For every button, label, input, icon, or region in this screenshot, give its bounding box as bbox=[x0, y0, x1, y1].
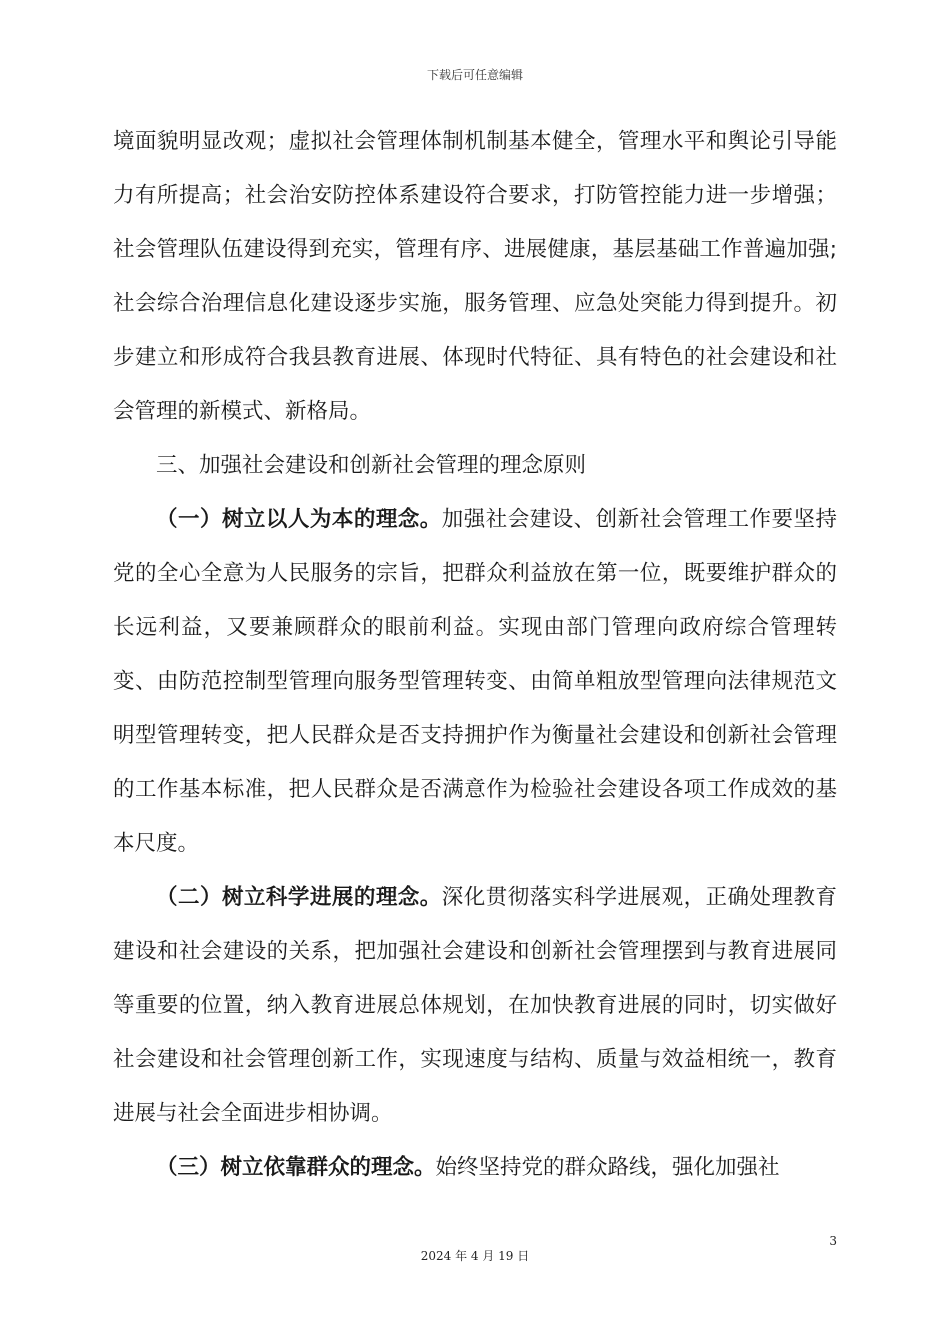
subheading-people-oriented: （一）树立以人为本的理念。 bbox=[156, 507, 442, 532]
paragraph-people-oriented-text: 加强社会建设、创新社会管理工作要坚持党的全心全意为人民服务的宗旨，把群众利益放在第一位，既要维护群众的长远利益，又要兼顾群众的眼前利益。实现由部门管理向政府综合管理转变、由防范控制型管理向服务型管理转变、由简单粗放型管理向法律规范文明型管理转变，把人民群众是否支持拥护作为衡量社会建设和创新社会管理的工作基本标准，把人民群众是否满意作为检验社会建设各项工作成效的基本尺度。 bbox=[113, 507, 837, 856]
subheading-rely-on-masses: （三）树立依靠群众的理念。 bbox=[156, 1155, 436, 1180]
page-number: 3 bbox=[829, 1234, 837, 1248]
subheading-scientific-development: （二）树立科学进展的理念。 bbox=[156, 885, 442, 910]
paragraph-goals-continued: 境面貌明显改观；虚拟社会管理体制机制基本健全，管理水平和舆论引导能力有所提高；社会治安防控体系建设符合要求，打防管控能力进一步增强；社会管理队伍建设得到充实，管理有序、进展健康，基层基础工作普遍加强;社会综合治理信息化建设逐步实施，服务管理、应急处突能力得到提升。初步建立和形成符合我县教育进展、体现时代特征、具有特色的社会建设和社会管理的新模式、新格局。 bbox=[113, 129, 837, 424]
paragraph-people-oriented bbox=[113, 493, 837, 871]
footer-date: 2024 年 4 月 19 日 bbox=[420, 1249, 530, 1263]
paragraph-rely-on-masses bbox=[113, 1141, 837, 1195]
paragraph-scientific-development bbox=[113, 871, 837, 1141]
section-heading-principles: 三、加强社会建设和创新社会管理的理念原则 bbox=[156, 453, 587, 478]
document-body bbox=[113, 115, 837, 1195]
paragraph-scientific-development-text: 深化贯彻落实科学进展观，正确处理教育建设和社会建设的关系，把加强社会建设和创新社会管理摆到与教育进展同等重要的位置，纳入教育进展总体规划，在加快教育进展的同时，切实做好社会建设和社会管理创新工作，实现速度与结构、质量与效益相统一，教育进展与社会全面进步相协调。 bbox=[113, 885, 837, 1126]
page-header: 下载后可任意编辑 bbox=[426, 68, 523, 82]
paragraph-rely-on-masses-text: 始终坚持党的群众路线，强化加强社 bbox=[435, 1155, 780, 1180]
